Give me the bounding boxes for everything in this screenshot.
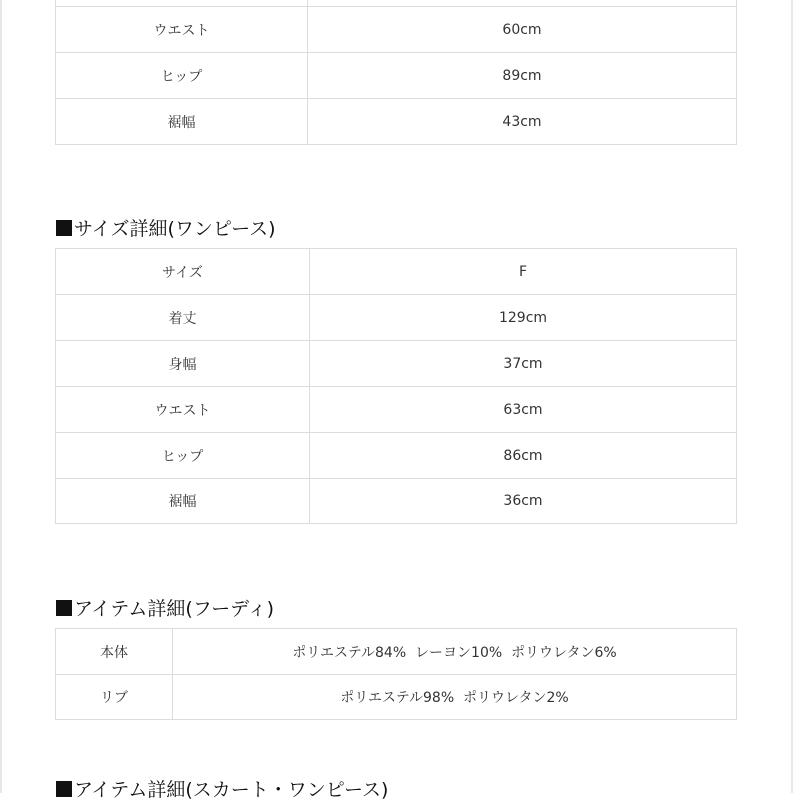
row-value: F [310,249,737,295]
table-row [56,341,737,387]
row-label: 本体 [56,629,173,675]
section-heading-skirt-dress-item [56,778,388,802]
row-value: 36cm [310,479,737,524]
row-value: 63cm [310,387,737,433]
row-label: ヒップ [56,53,308,99]
row-label: 着丈 [56,295,310,341]
table-row [56,7,737,53]
size-table-dress [55,248,737,524]
row-value: 37cm [310,341,737,387]
row-value: 86cm [310,433,737,479]
table-row [56,629,737,675]
table-row [56,433,737,479]
table-row [56,295,737,341]
table-row [56,387,737,433]
square-bullet-icon [56,600,72,616]
row-label: ウエスト [56,7,308,53]
page-left-border [0,0,2,793]
row-label: 身幅 [56,341,310,387]
table-row [56,53,737,99]
row-label: 裾幅 [56,479,310,524]
section-title: アイテム詳細(スカート・ワンピース) [74,779,389,801]
table-row [56,479,737,524]
row-value: ポリエステル84% レーヨン10% ポリウレタン6% [173,629,737,675]
row-value: 60cm [308,7,737,53]
section-heading-dress-size [56,217,276,241]
row-value: 129cm [310,295,737,341]
section-title: サイズ詳細(ワンピース) [74,218,276,240]
size-table-skirt [55,0,737,145]
row-label: 裾幅 [56,99,308,145]
table-row [56,99,737,145]
row-label: ヒップ [56,433,310,479]
section-title: アイテム詳細(フーディ) [74,598,275,620]
table-row [56,249,737,295]
row-value: 89cm [308,53,737,99]
material-table-hoodie [55,628,737,720]
row-value: ポリエステル98% ポリウレタン2% [173,675,737,720]
square-bullet-icon [56,220,72,236]
row-label: リブ [56,675,173,720]
table-row [56,675,737,720]
row-value: 43cm [308,99,737,145]
row-label: サイズ [56,249,310,295]
row-label: ウエスト [56,387,310,433]
section-heading-hoodie-item [56,597,274,621]
square-bullet-icon [56,781,72,797]
